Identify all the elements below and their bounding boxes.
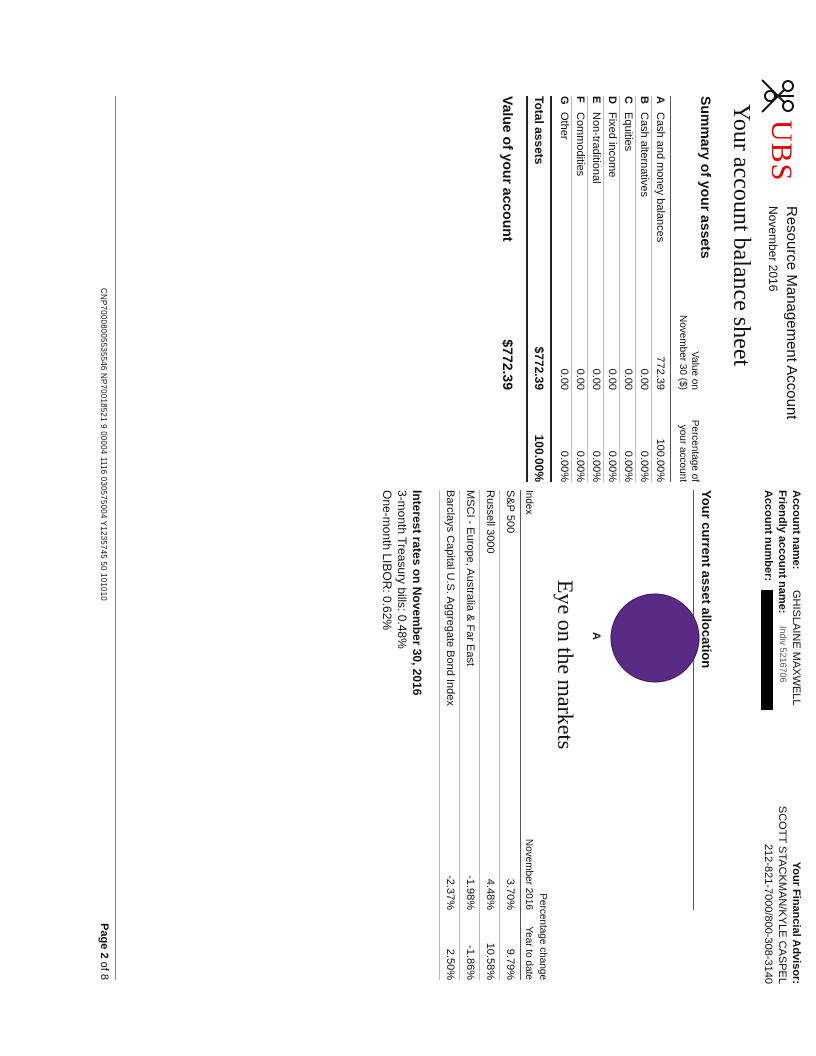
page-number xyxy=(98,923,110,980)
row-value: 0.00 xyxy=(606,368,618,390)
markets-col-index: Index xyxy=(523,490,534,515)
page-num: 2 xyxy=(98,952,110,959)
col-pct-header: Percentage of xyxy=(689,419,700,482)
allocation-title: Your current asset allocation xyxy=(699,490,714,669)
market-month: -1.98% xyxy=(464,875,476,910)
market-ytd: -1.86% xyxy=(464,945,476,980)
row-letter: D xyxy=(606,96,618,104)
market-month: -2.37% xyxy=(444,875,456,910)
row-label: Equities xyxy=(622,112,634,152)
friendly-name-label: Friendly account name: xyxy=(776,490,788,614)
row-value: 772.39 xyxy=(654,356,666,390)
market-index: S&P 500 xyxy=(504,490,516,534)
account-type: Resource Management Account xyxy=(783,206,800,420)
page-title: Your account balance sheet xyxy=(728,104,754,367)
market-index: Barclays Capital U.S. Aggregate Bond Index xyxy=(444,490,456,706)
page-total: 8 xyxy=(98,973,110,980)
pie-slice-a xyxy=(611,594,699,682)
row-letter: A xyxy=(654,96,666,104)
row-letter: F xyxy=(574,96,586,103)
summary-title: Summary of your assets xyxy=(698,96,714,259)
advisor-label: Your Financial Advisor: xyxy=(790,861,802,984)
market-ytd: 10.58% xyxy=(484,942,496,980)
markets-col-month: November 2016 xyxy=(523,838,534,910)
row-pct: 100.00% xyxy=(654,438,666,482)
markets-col-group: Percentage change xyxy=(537,893,548,980)
row-pct: 0.00% xyxy=(622,450,634,482)
row-letter: B xyxy=(638,96,650,104)
row-label: Non-traditional xyxy=(590,112,602,184)
col-value-subheader: November 30 ($) xyxy=(677,314,688,390)
market-ytd: 2.50% xyxy=(444,948,456,980)
footer-code: CNP70008005535546 NP70018521 9 00004 1116 030575004 Y1235745 50 101010 xyxy=(99,288,108,601)
friendly-name-value: Indiv 5216706 xyxy=(778,626,788,683)
row-pct: 0.00% xyxy=(590,450,602,482)
row-label: Cash and money balances xyxy=(654,112,666,243)
market-index: Russell 3000 xyxy=(484,490,496,554)
market-month: 4.48% xyxy=(484,878,496,910)
row-letter: G xyxy=(558,96,570,105)
ubs-wordmark: UBS xyxy=(765,120,798,182)
row-letter: E xyxy=(590,96,602,104)
total-assets-label: Total assets xyxy=(532,96,546,165)
row-pct: 0.00% xyxy=(574,450,586,482)
page-label: Page xyxy=(98,923,110,950)
row-label: Other xyxy=(558,112,570,140)
row-label: Commodities xyxy=(574,112,586,177)
col-pct-subheader: your account xyxy=(677,424,688,482)
row-value: 0.00 xyxy=(558,368,570,390)
row-label: Cash alternatives xyxy=(638,112,650,197)
total-assets-value: $772.39 xyxy=(532,346,546,390)
ubs-logo xyxy=(758,76,798,196)
rates-title: Interest rates on November 30, 2016 xyxy=(410,490,424,696)
account-value: $772.39 xyxy=(500,339,516,390)
col-value-header: Value on xyxy=(689,351,700,390)
row-value: 0.00 xyxy=(622,368,634,390)
row-value: 0.00 xyxy=(638,368,650,390)
account-value-label: Value of your account xyxy=(500,96,516,242)
markets-col-ytd: Year to date xyxy=(523,926,534,980)
row-value: 0.00 xyxy=(574,368,586,390)
market-index: MSCI - Europe, Australia & Far East xyxy=(464,490,476,667)
statement-period: November 2016 xyxy=(766,206,780,292)
page-of: of xyxy=(98,961,110,971)
row-value: 0.00 xyxy=(590,368,602,390)
row-letter: C xyxy=(622,96,634,104)
total-assets-pct: 100.00% xyxy=(532,434,546,482)
account-name-value: GHISLAINE MAXWELL xyxy=(790,590,802,706)
account-number-label: Account number: xyxy=(762,490,774,582)
rate-treasury: 3-month Treasury bills: 0.48% xyxy=(395,490,409,649)
market-ytd: 9.79% xyxy=(504,948,516,980)
advisor-phone: 212-821-7000/800-308-3140 xyxy=(762,843,774,984)
ubs-keys-logo-icon xyxy=(758,76,798,116)
advisor-name: SCOTT STACKMAN/KYLE CASPEL xyxy=(776,805,788,984)
markets-title: Eye on the markets xyxy=(553,580,578,750)
account-name-label: Account name: xyxy=(790,490,802,570)
redaction-bar xyxy=(761,590,773,710)
row-pct: 0.00% xyxy=(606,450,618,482)
row-label: Fixed income xyxy=(606,112,618,178)
asset-allocation-pie xyxy=(609,592,701,684)
pie-legend-label: A xyxy=(590,632,602,640)
row-pct: 0.00% xyxy=(558,450,570,482)
rate-libor: One-month LIBOR: 0.62% xyxy=(380,490,394,631)
market-month: 3.70% xyxy=(504,878,516,910)
row-pct: 0.00% xyxy=(638,450,650,482)
